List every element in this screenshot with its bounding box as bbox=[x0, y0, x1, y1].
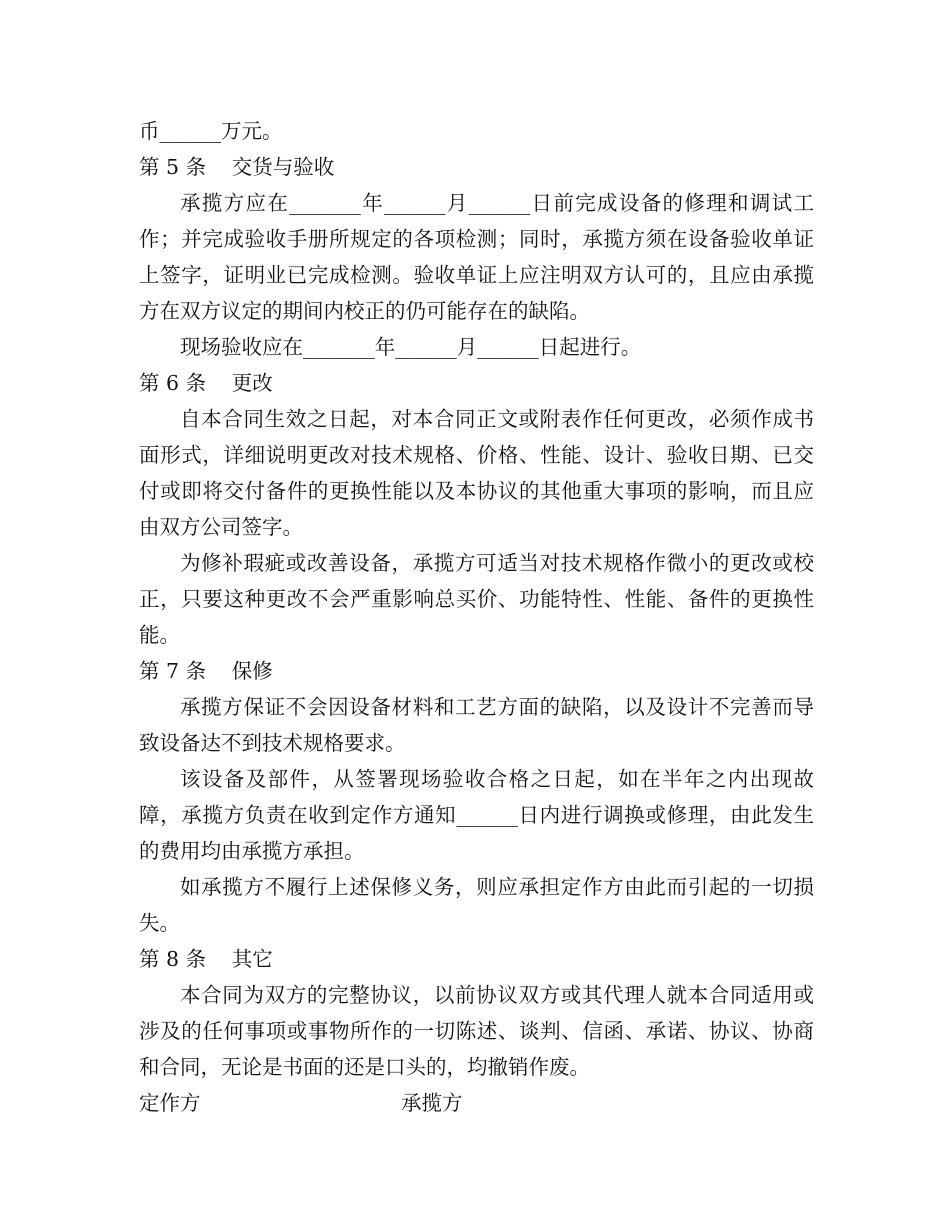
signature-line bbox=[139, 1085, 814, 1121]
article-6-number: 第 6 条 bbox=[139, 371, 207, 395]
article-7-paragraph-1: 承揽方保证不会因设备材料和工艺方面的缺陷，以及设计不完善而导致设备达不到技术规格要求。 bbox=[139, 695, 814, 755]
article-6-heading bbox=[139, 365, 814, 401]
article-7-title: 保修 bbox=[231, 659, 273, 683]
article-5-paragraph-2: 现场验收应在_______年______月______日起进行。 bbox=[180, 335, 642, 359]
article-5-title: 交货与验收 bbox=[231, 155, 335, 179]
document-page bbox=[139, 113, 814, 1121]
signature-party-a: 定作方 bbox=[139, 1091, 201, 1115]
article-6-title: 更改 bbox=[231, 371, 273, 395]
article-7-number: 第 7 条 bbox=[139, 659, 207, 683]
article-8-title: 其它 bbox=[231, 947, 273, 971]
article-6-paragraph-1: 自本合同生效之日起，对本合同正文或附表作任何更改，必须作成书面形式，详细说明更改对技术规格、价格、性能、设计、验收日期、已交付或即将交付备件的更换性能以及本协议的其他重大事项的影响，而且应由双方公司签字。 bbox=[139, 407, 814, 539]
article-6-paragraph-2: 为修补瑕疵或改善设备，承揽方可适当对技术规格作微小的更改或校正，只要这种更改不会严重影响总买价、功能特性、性能、备件的更换性能。 bbox=[139, 551, 814, 647]
article-5-number: 第 5 条 bbox=[139, 155, 207, 179]
text-line-currency: 币______万元。 bbox=[139, 119, 283, 143]
article-7-heading bbox=[139, 653, 814, 689]
article-7-paragraph-2: 该设备及部件，从签署现场验收合格之日起，如在半年之内出现故障，承揽方负责在收到定作方通知______日内进行调换或修理，由此发生的费用均由承揽方承担。 bbox=[139, 767, 814, 863]
article-8-number: 第 8 条 bbox=[139, 947, 207, 971]
article-5-paragraph-1: 承揽方应在_______年______月______日前完成设备的修理和调试工作；并完成验收手册所规定的各项检测；同时，承揽方须在设备验收单证上签字，证明业已完成检测。验收单证上应注明双方认可的，且应由承揽方在双方议定的期间内校正的仍可能存在的缺陷。 bbox=[139, 191, 814, 323]
article-8-paragraph-1: 本合同为双方的完整协议，以前协议双方或其代理人就本合同适用或涉及的任何事项或事物所作的一切陈述、谈判、信函、承诺、协议、协商和合同，无论是书面的还是口头的，均撤销作废。 bbox=[139, 983, 814, 1079]
article-8-heading bbox=[139, 941, 814, 977]
signature-party-b: 承揽方 bbox=[401, 1091, 463, 1115]
article-7-paragraph-3: 如承揽方不履行上述保修义务，则应承担定作方由此而引起的一切损失。 bbox=[139, 875, 814, 935]
article-5-heading bbox=[139, 149, 814, 185]
